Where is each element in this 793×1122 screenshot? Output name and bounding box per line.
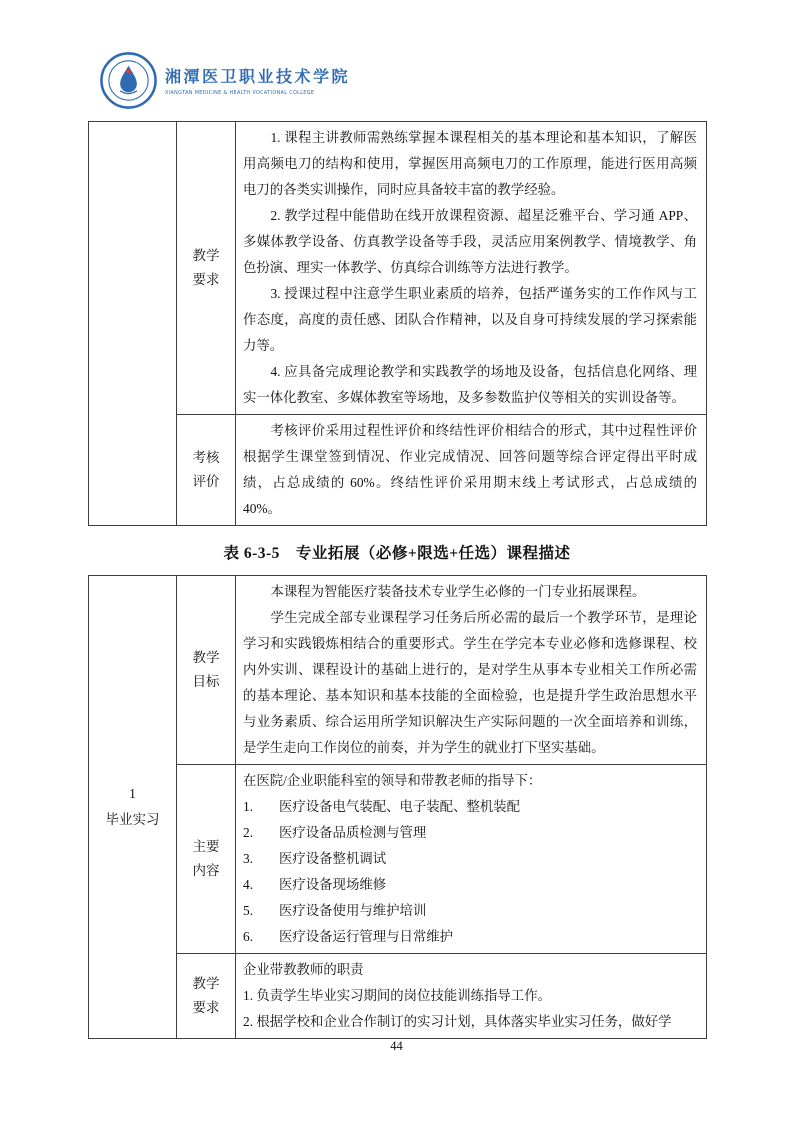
- paragraph: 4. 应具备完成理论教学和实践教学的场地及设备，包括信息化网络、理实一体化教室、多媒体教室等场地，及多参数监护仪等相关的实训设备等。: [243, 364, 697, 405]
- row-content-cell: [236, 765, 707, 954]
- table-row-teaching-objectives: [89, 576, 707, 765]
- course-name: 毕业实习: [105, 812, 160, 827]
- row-label: 教学要求: [192, 248, 220, 287]
- content-list-item: [243, 794, 697, 820]
- paragraph: 企业带教教师的职责: [243, 962, 364, 977]
- list-item-number: 2.: [243, 825, 254, 840]
- row-content-cell: [236, 576, 707, 765]
- college-emblem-icon: [99, 51, 158, 110]
- row-label: 教学要求: [192, 976, 220, 1015]
- page-number: 44: [390, 1039, 403, 1053]
- content-list-item: [243, 924, 697, 950]
- content-list-item: [243, 820, 697, 846]
- row-label-cell: [177, 576, 236, 765]
- row-label: 教学目标: [192, 650, 220, 689]
- list-item-text: 医疗设备整机调试: [279, 851, 387, 866]
- list-item-number: 6.: [243, 929, 254, 944]
- list-item-number: 4.: [243, 877, 254, 892]
- list-item-text: 医疗设备使用与维护培训: [279, 903, 427, 918]
- row-content-cell: [236, 415, 707, 526]
- paragraph: 1. 课程主讲教师需熟练掌握本课程相关的基本理论和基本知识，了解医用高频电刀的结构和使用，掌握医用高频电刀的工作原理，能进行医用高频电刀的各类实训操作，同时应具备较丰富的教学经验。: [243, 130, 697, 197]
- row-label: 主要内容: [192, 839, 220, 878]
- list-item-text: 医疗设备现场维修: [279, 877, 387, 892]
- table-row-teaching-requirements: [89, 122, 707, 415]
- table-row-teaching-requirements-2: [89, 954, 707, 1039]
- paragraph: 1. 负责学生毕业实习期间的岗位技能训练指导工作。: [243, 988, 551, 1003]
- table-row-main-content: [89, 765, 707, 954]
- paragraph: 2. 根据学校和企业合作制订的实习计划，具体落实毕业实习任务，做好学: [243, 1014, 672, 1029]
- row-content-cell: [236, 122, 707, 415]
- course-number: 1: [129, 786, 136, 801]
- course-table-continued: [88, 121, 707, 526]
- list-item-number: 1.: [243, 799, 254, 814]
- college-name: [165, 64, 350, 97]
- college-name-cn: 湘潭医卫职业技术学院: [165, 67, 351, 86]
- paragraph: 3. 授课过程中注意学生职业素质的培养，包括严谨务实的工作作风与工作态度，高度的责任感、团队合作精神，以及自身可持续发展的学习探索能力等。: [243, 286, 697, 353]
- row-label-cell: [177, 415, 236, 526]
- list-item-number: 3.: [243, 851, 254, 866]
- document-content: [88, 121, 706, 1039]
- content-list-item: [243, 846, 697, 872]
- content-list-item: [243, 898, 697, 924]
- list-item-text: 医疗设备运行管理与日常维护: [279, 929, 454, 944]
- row-content-cell: [236, 954, 707, 1039]
- list-item-text: 医疗设备电气装配、电子装配、整机装配: [279, 799, 521, 814]
- table-row-assessment: [89, 415, 707, 526]
- paragraph: 本课程为智能医疗装备技术专业学生必修的一门专业拓展课程。: [270, 584, 646, 599]
- paragraph: 在医院/企业职能科室的领导和带教老师的指导下：: [243, 773, 542, 788]
- list-item-text: 医疗设备品质检测与管理: [279, 825, 427, 840]
- paragraph: 2. 教学过程中能借助在线开放课程资源、超星泛雅平台、学习通 APP、多媒体教学设备、仿真教学设备等手段，灵活应用案例教学、情境教学、角色扮演、理实一体教学、仿真综合训练等方法进行教学。: [243, 208, 697, 275]
- row-label-cell: [177, 954, 236, 1039]
- college-logo: [99, 51, 350, 110]
- college-name-en: XIANGTAN MEDICINE & HEALTH VOCATIONAL COLLEGE: [165, 90, 315, 96]
- course-table-6-3-5: [88, 575, 707, 1039]
- course-cell-empty: [89, 122, 177, 526]
- course-cell: [89, 576, 177, 1039]
- list-item-number: 5.: [243, 903, 254, 918]
- row-label-cell: [177, 122, 236, 415]
- paragraph: 考核评价采用过程性评价和终结性评价相结合的形式，其中过程性评价根据学生课堂签到情况、作业完成情况、回答问题等综合评定得出平时成绩，占总成绩的 60%。终结性评价采用期末线上考试形式，占总成绩的 40%。: [243, 423, 697, 516]
- paragraph: 学生完成全部专业课程学习任务后所必需的最后一个教学环节，是理论学习和实践锻炼相结合的重要形式。学生在学完本专业必修和选修课程、校内外实训、课程设计的基础上进行的，是对学生从事本专业相关工作所必需的基本理论、基本知识和基本技能的全面检验，也是提升学生政治思想水平与业务素质、综合运用所学知识解决生产实际问题的一次全面培养和训练，是学生走向工作岗位的前奏，并为学生的就业打下坚实基础。: [243, 610, 697, 755]
- content-list-item: [243, 872, 697, 898]
- row-label-cell: [177, 765, 236, 954]
- table-caption: 表 6-3-5 专业拓展（必修+限选+任选）课程描述: [223, 545, 571, 562]
- row-label: 考核评价: [192, 450, 220, 489]
